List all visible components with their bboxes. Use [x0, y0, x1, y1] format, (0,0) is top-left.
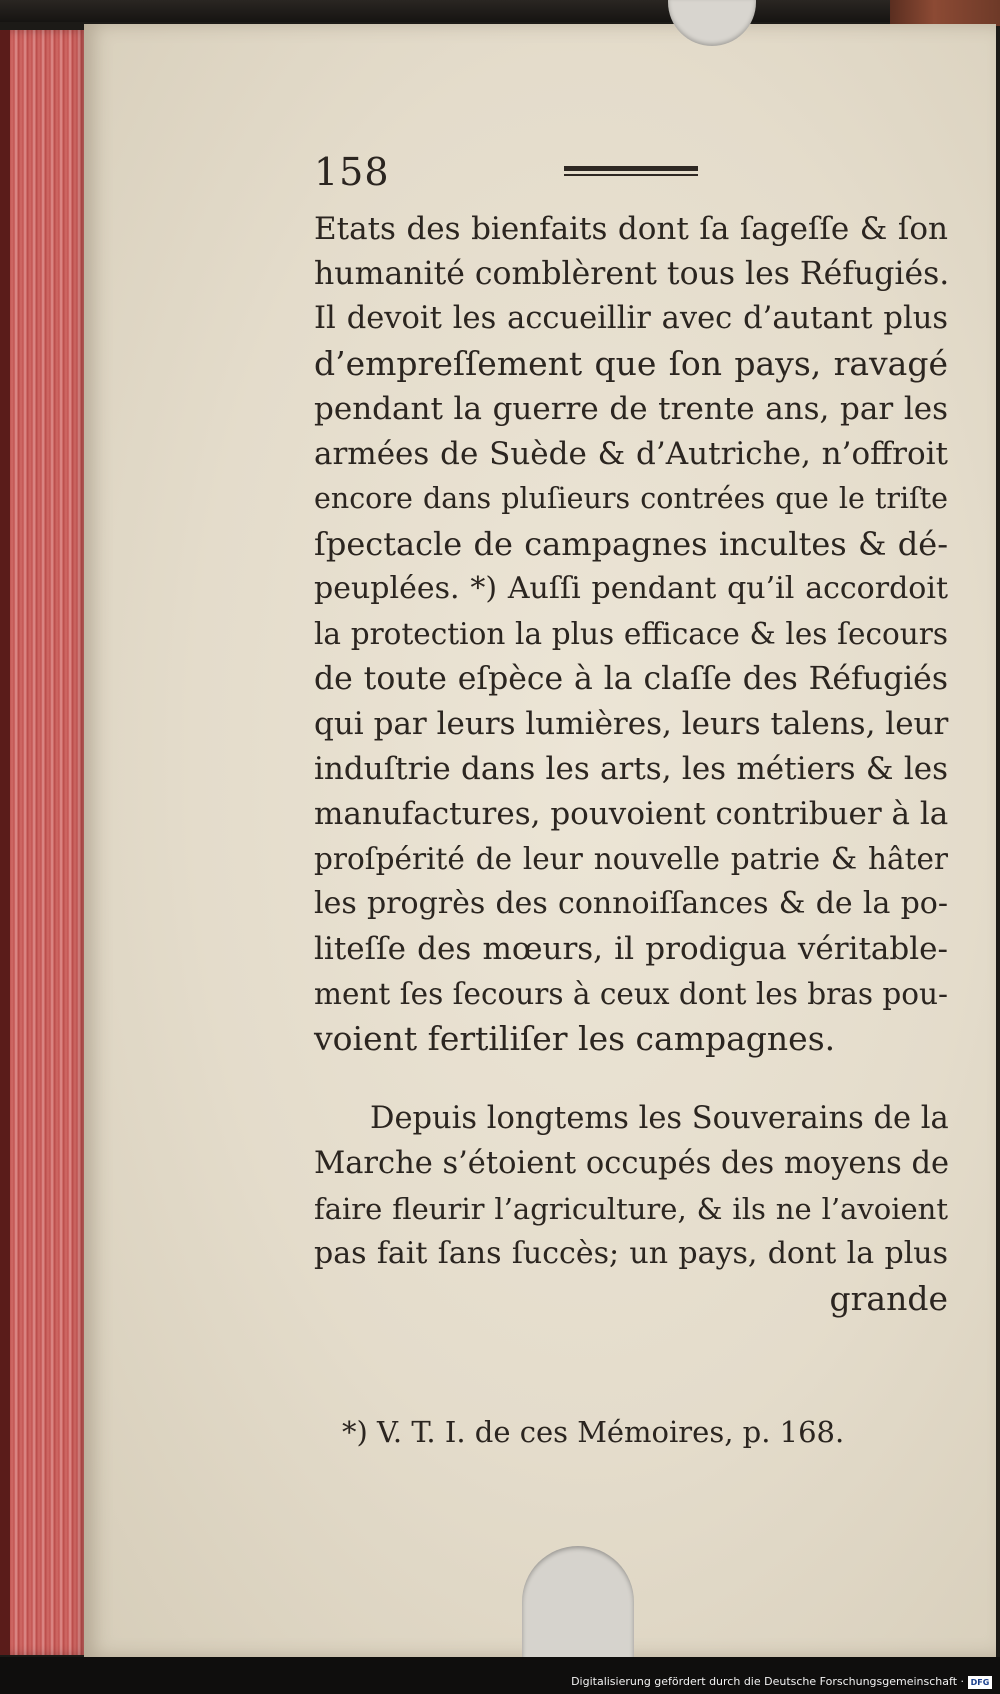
footnote: *) V. T. I. de ces Mémoires, p. 168. [342, 1415, 845, 1449]
text-line: manufactures, pouvoient contribuer à la [314, 796, 949, 832]
text-line: Marche s’étoient occupés des moyens de [314, 1146, 950, 1181]
text-line: Etats des bienfaits dont ſa ſageſſe & ſon [314, 211, 948, 247]
text-line: pas fait ſans ſuccès; un pays, dont la plus [314, 1236, 948, 1271]
text-line: induſtrie dans les arts, les métiers & les [314, 751, 948, 787]
page-clip-bottom [522, 1546, 634, 1664]
text-line: Depuis longtems les Souverains de la [370, 1101, 949, 1136]
text-line: peuplées. *) Auſſi pendant qu’il accordoit [314, 571, 948, 606]
cover-edge [0, 30, 10, 1655]
text-line: armées de Suède & d’Autriche, n’offroit [314, 436, 948, 472]
bottom-scan-border [0, 1657, 1000, 1694]
text-line: proſpérité de leur nouvelle patrie & hâter [314, 842, 948, 876]
binding-cloth [890, 0, 1000, 26]
catchword: grande [829, 1279, 948, 1318]
text-line: humanité comblèrent tous les Réfugiés. [314, 256, 950, 292]
text-line: faire fleurir l’agriculture, & ils ne l’avoient [314, 1192, 948, 1226]
text-line: ment ſes ſecours à ceux dont les bras pou- [314, 977, 948, 1011]
text-line: la protection la plus efficace & les ſecours [314, 617, 948, 651]
text-line: encore dans pluſieurs contrées que le triſte [314, 482, 948, 515]
text-line: voient fertiliſer les campagnes. [314, 1019, 836, 1058]
text-line: d’empreſſement que ſon pays, ravagé [314, 344, 948, 383]
header-rule [564, 166, 698, 176]
text-line: pendant la guerre de trente ans, par les [314, 391, 948, 427]
text-line: liteſſe des mœurs, il prodigua véritable- [314, 931, 948, 967]
text-line: ſpectacle de campagnes incultes & dé- [314, 525, 948, 563]
dfg-logo: DFG [968, 1676, 992, 1689]
text-line: Il devoit les accueillir avec d’autant plus [314, 301, 948, 336]
digitization-credit: Digitalisierung gefördert durch die Deutsche Forschungsgemeinschaft · [571, 1675, 964, 1688]
text-line: de toute eſpèce à la claſſe des Réfugiés [314, 661, 948, 697]
text-line: qui par leurs lumières, leurs talens, leur [314, 706, 949, 742]
top-scan-border [0, 0, 1000, 22]
page-number: 158 [314, 150, 390, 194]
page-edges [0, 30, 88, 1655]
text-line: les progrès des connoiſſances & de la po- [314, 886, 948, 921]
